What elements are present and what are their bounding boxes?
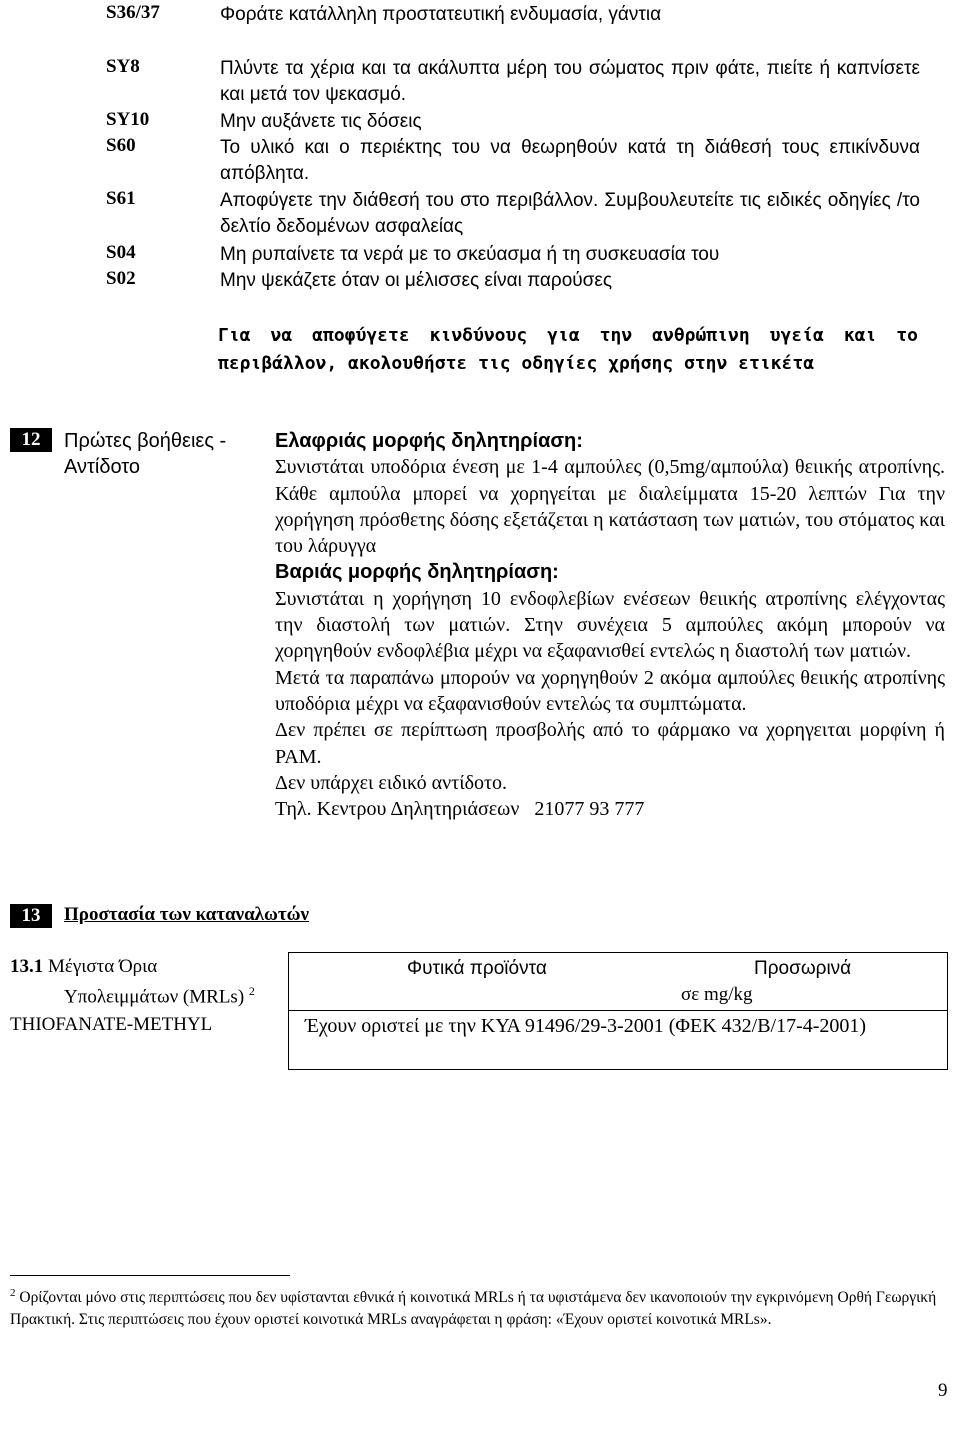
no-antidote-text: Δεν υπάρχει ειδικό αντίδοτο. — [275, 771, 508, 794]
phrase-text: Αποφύγετε την διάθεσή του στο περιβάλλον. Συμβουλευτείτε τις ειδικές οδηγίες /το δελτίο δεδομένων ασφαλείας — [220, 190, 920, 237]
mrl-label-line1: Μέγιστα Όρια — [48, 956, 158, 977]
morphine-warning: Δεν πρέπει σε περίπτωση προσβολής από το φάρμακο να χορηγειται μορφίνη ή PAM. — [275, 719, 945, 768]
phrase-code: SY10 — [106, 109, 150, 130]
phrase-code: S36/37 — [106, 2, 160, 23]
mrl-label-line2: Υπολειμμάτων (MRLs) — [64, 986, 245, 1008]
footnote-marker: 2 — [10, 1286, 16, 1299]
phrase-code: S02 — [106, 268, 136, 289]
phrase-code: S61 — [106, 188, 136, 209]
phrase-code: SY8 — [106, 56, 140, 77]
phrase-text: Μην αυξάνετε τις δόσεις — [220, 111, 422, 132]
active-substance: THIOFANATE-METHYL — [10, 1014, 213, 1036]
footnote-text: Ορίζονται μόνο στις περιπτώσεις που δεν υφίστανται εθνικά ή κοινοτικά MRLs ή τα υφιστάμενα δεν ικανοποιούν την εγκρινόμενη Ορθή Γεωργική Πρακτική. Στις περιπτώσεις που έχουν οριστεί κοινοτικά MRLs αναγράφεται η φράση: «Έχουν οριστεί κοινοτικά MRLs». — [10, 1289, 937, 1328]
phrase-text: Πλύντε τα χέρια και τα ακάλυπτα μέρη του σώματος πριν φάτε, πιείτε ή καπνίσετε και μετά τον ψεκασμό. — [220, 58, 920, 105]
section-number-badge: 13 — [10, 904, 52, 928]
section-heading: Προστασία των καταναλωτών — [64, 904, 310, 925]
first-aid-text — [275, 428, 945, 822]
phrase-text: Φοράτε κατάλληλη προστατευτική ενδυμασία, γάντια — [220, 4, 662, 25]
poison-center-phone: Τηλ. Κεντρου Δηλητηριάσεων 21077 93 777 — [275, 798, 645, 821]
column-header-provisional: Προσωρινά — [754, 958, 852, 979]
footnote-ref: 2 — [248, 984, 255, 998]
label-warning: Για να αποφύγετε κινδύνους για την ανθρώπινη υγεία και το περιβάλλον, ακολουθήστε τις οδηγίες χρήσης στην ετικέτα — [218, 325, 918, 374]
additional-dose-text: Μετά τα παραπάνω μπορούν να χορηγηθούν 2 ακόμα αμπούλες θειικής ατροπίνης υποδόρια μέχρι να εξαφανισθούν εντελώς τα συμπτώματα. — [275, 666, 945, 715]
phrase-code: S04 — [106, 242, 136, 263]
subsection-number: 13.1 — [10, 956, 44, 977]
column-header-unit: σε mg/kg — [681, 984, 753, 1005]
mrl-value: Έχουν οριστεί με την ΚΥΑ 91496/29-3-2001 (ΦΕΚ 432/Β/17-4-2001) — [305, 1015, 867, 1037]
footnote — [10, 1287, 950, 1331]
mrl-label — [10, 955, 270, 1037]
section-heading: Πρώτες βοήθειες - Αντίδοτο — [64, 430, 227, 478]
phrase-text: Μη ρυπαίνετε τα νερά με το σκεύασμα ή τη συσκευασία του — [220, 244, 720, 265]
severe-poisoning-heading: Βαριάς μορφής δηλητηρίαση: — [275, 561, 559, 584]
phrase-text: Το υλικό και ο περιέκτης του να θεωρηθούν κατά τη διάθεσή τους επικίνδυνα απόβλητα. — [220, 137, 920, 184]
severe-poisoning-text: Συνιστάται η χορήγηση 10 ενδοφλεβίων ενέσεων θειικής ατροπίνης ελέγχοντας την διαστολή των ματιών. Στην συνέχεια 5 αμπούλες ακόμη μπορούν να χορηγηθούν ενδοφλέβια μέχρι να εξαφανισθεί εντελώς η διαστολή των ματιών. — [275, 587, 945, 663]
phrase-text: Μην ψεκάζετε όταν οι μέλισσες είναι παρούσες — [220, 270, 613, 291]
section-number-badge: 12 — [10, 428, 52, 452]
column-header-products: Φυτικά προϊόντα — [407, 958, 547, 979]
phrase-code: S60 — [106, 135, 136, 156]
mild-poisoning-heading: Ελαφριάς μορφής δηλητηρίαση: — [275, 430, 583, 452]
mild-poisoning-text: Συνιστάται υποδόρια ένεση με 1-4 αμπούλες (0,5mg/αμπούλα) θειικής ατροπίνης. Κάθε αμπούλα μπορεί να χορηγείται με διαλείμματα 15-20 λεπτών Για την χορήγηση πρόσθετης δόσης εξετάζεται η κατάσταση των ματιών, του στόματος και του λάρυγγα — [275, 456, 945, 558]
mrl-table — [288, 952, 948, 1070]
footnote-divider — [10, 1275, 290, 1276]
page-number: 9 — [938, 1380, 948, 1401]
